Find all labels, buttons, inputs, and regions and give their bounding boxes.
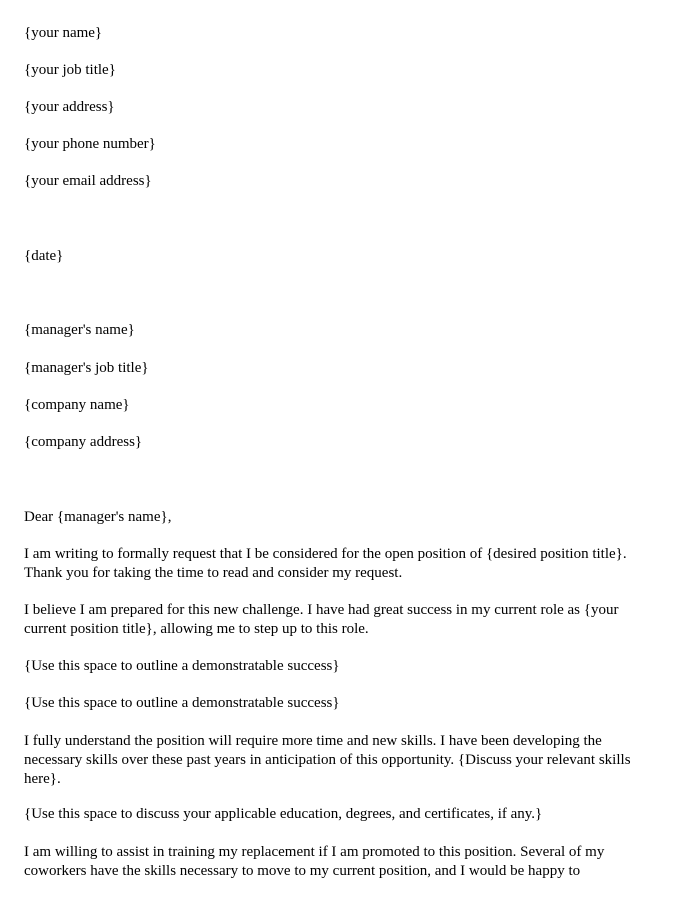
body-paragraph-4: {Use this space to outline a demonstratable success} bbox=[24, 695, 340, 711]
greeting: Dear {manager's name}, bbox=[24, 509, 172, 525]
recipient-company: {company name} bbox=[24, 397, 130, 413]
recipient-company-address: {company address} bbox=[24, 434, 143, 450]
recipient-job-title: {manager's job title} bbox=[24, 360, 149, 376]
letter-date: {date} bbox=[24, 248, 64, 264]
sender-address: {your address} bbox=[24, 99, 115, 115]
body-paragraph-6: {Use this space to discuss your applicable education, degrees, and certificates, if any.} bbox=[24, 806, 543, 822]
body-paragraph-7: I am willing to assist in training my replacement if I am promoted to this position. Several of my coworkers have the skills necessary to move to my current position, and I would be happy to bbox=[24, 844, 605, 879]
sender-job-title: {your job title} bbox=[24, 62, 116, 78]
sender-email: {your email address} bbox=[24, 173, 152, 189]
recipient-name: {manager's name} bbox=[24, 322, 135, 338]
body-paragraph-1: I am writing to formally request that I be considered for the open position of {desired position title}. Thank you for taking the time to read and consider my request. bbox=[24, 546, 627, 581]
body-paragraph-3: {Use this space to outline a demonstratable success} bbox=[24, 658, 340, 674]
sender-phone: {your phone number} bbox=[24, 136, 156, 152]
body-paragraph-5: I fully understand the position will require more time and new skills. I have been developing the necessary skills over these past years in anticipation of this opportunity. {Discuss your relevant skills here}. bbox=[24, 733, 631, 787]
body-paragraph-2: I believe I am prepared for this new challenge. I have had great success in my current role as {your current position title}, allowing me to step up to this role. bbox=[24, 602, 619, 637]
sender-name: {your name} bbox=[24, 25, 103, 41]
